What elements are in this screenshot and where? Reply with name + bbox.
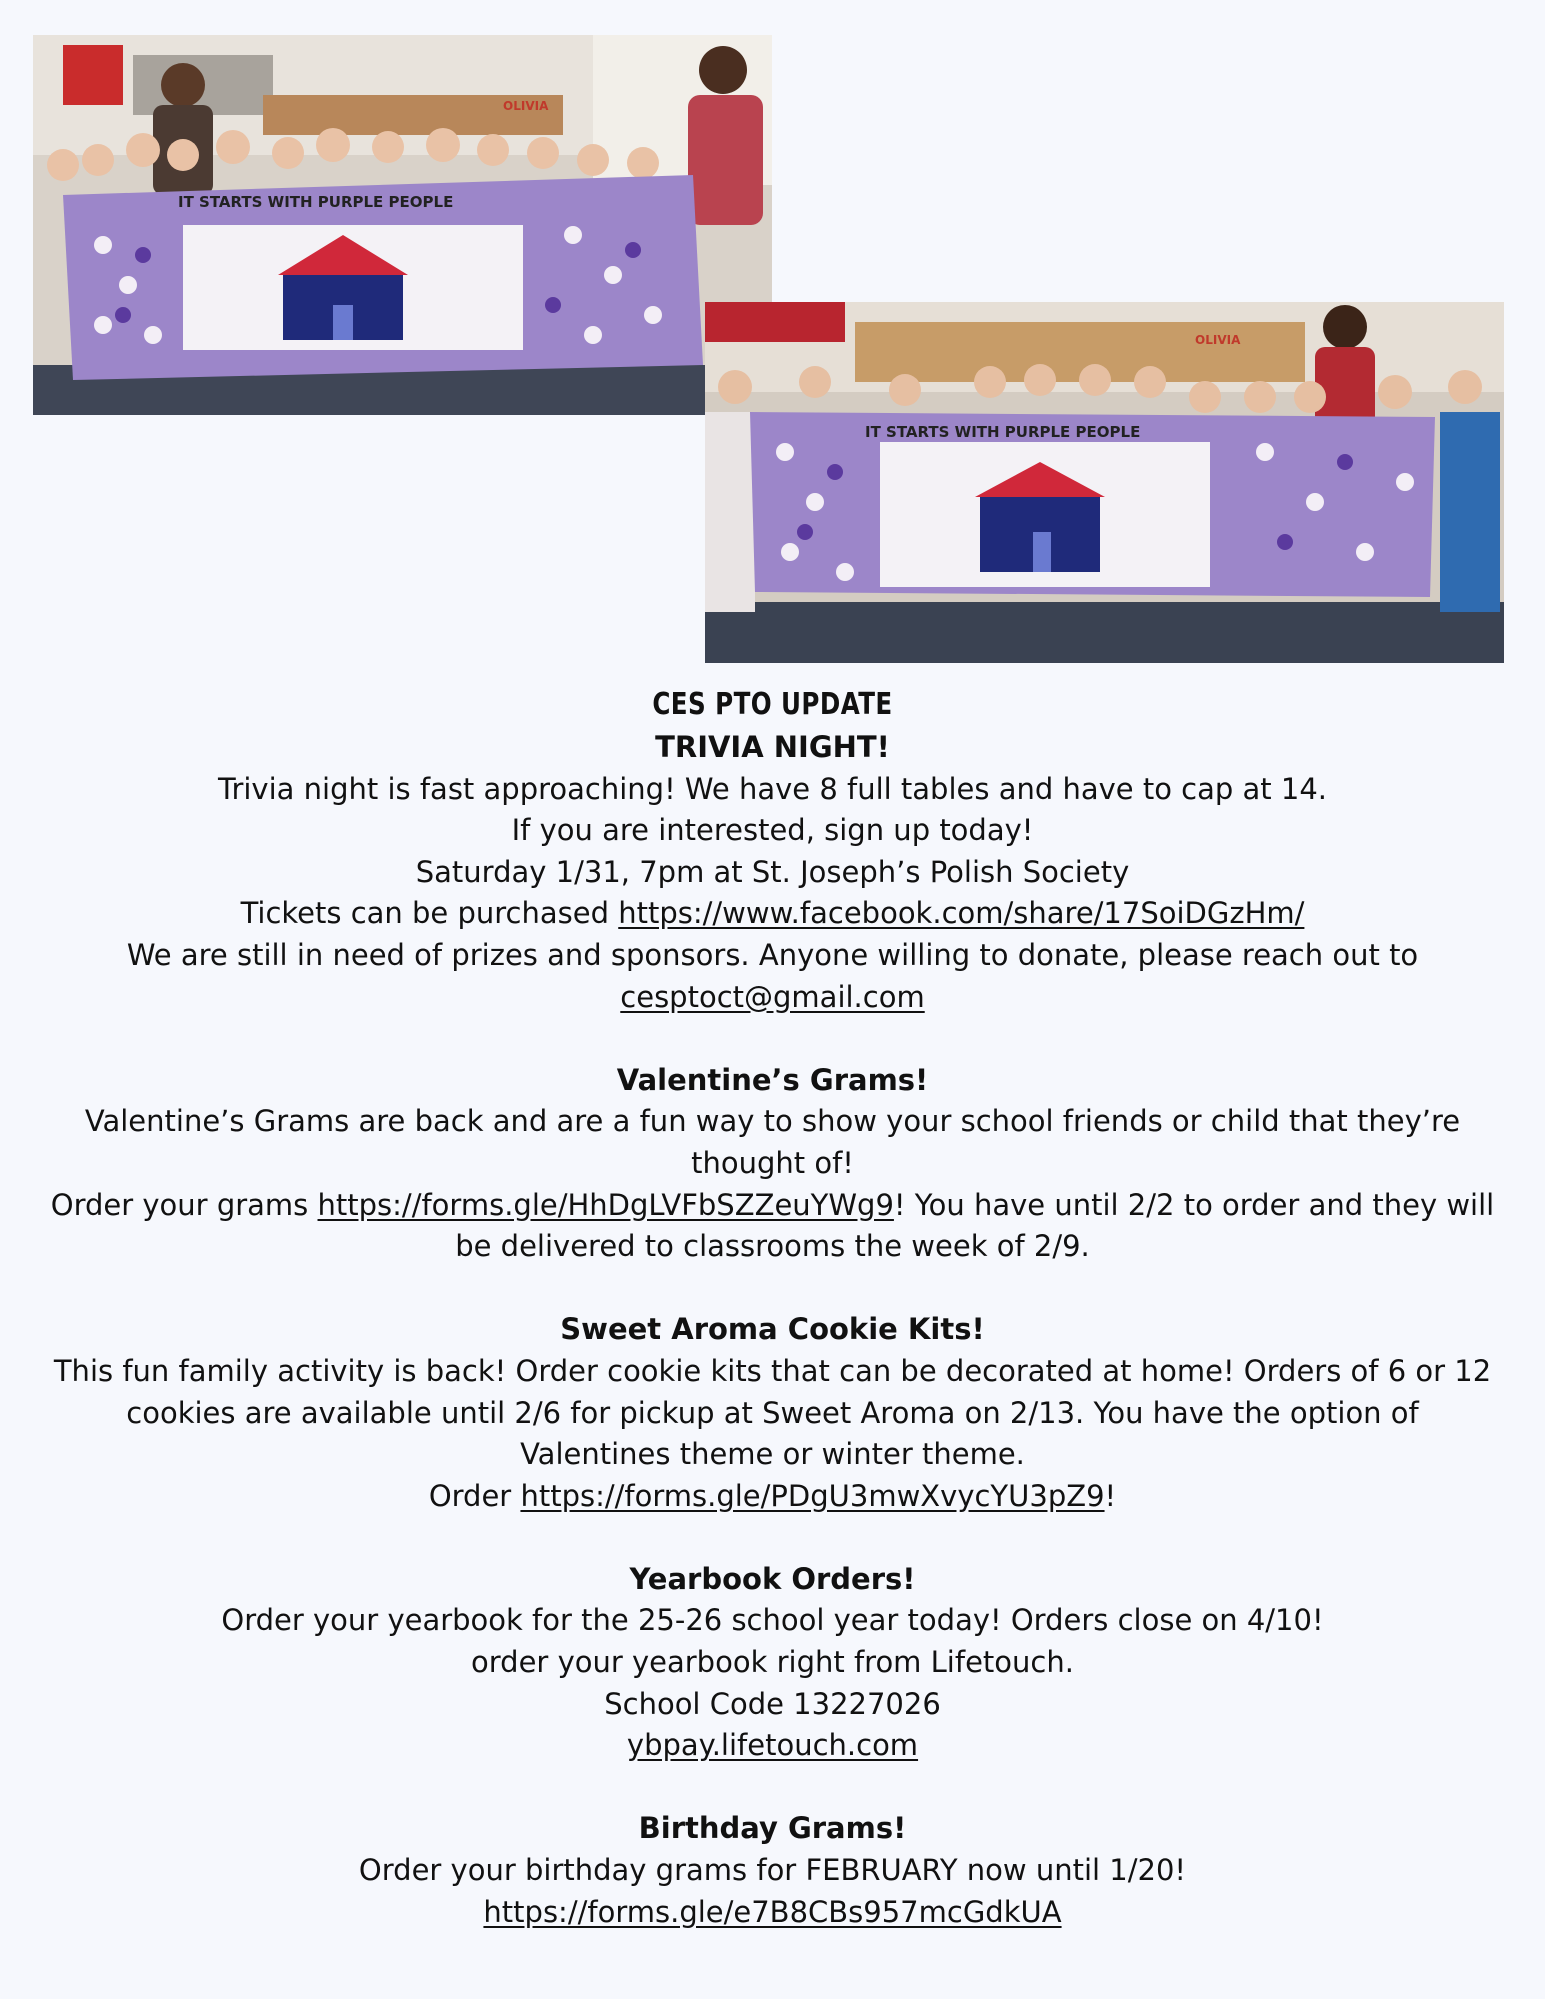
section-gap xyxy=(20,1018,1525,1060)
section-gap xyxy=(20,1268,1525,1310)
book-label-2: OLIVIA xyxy=(1195,333,1241,347)
section-gap xyxy=(20,1517,1525,1559)
yearbook-link[interactable]: ybpay.lifetouch.com xyxy=(626,1728,919,1763)
birthday-link-line xyxy=(20,1892,1525,1934)
valentine-line-4: be delivered to classrooms the week of 2/9. xyxy=(455,1229,1090,1264)
birthday-link[interactable]: https://forms.gle/e7B8CBs957mcGdkUA xyxy=(483,1894,1062,1929)
banner-text-1: IT STARTS WITH PURPLE PEOPLE xyxy=(178,193,454,211)
section-gap xyxy=(20,1767,1525,1809)
class-photo-2 xyxy=(705,302,1504,663)
yearbook-line-1: Order your yearbook for the 25-26 school year today! Orders close on 4/10! xyxy=(221,1603,1324,1638)
class-photo-1 xyxy=(33,35,772,415)
yearbook-heading: Yearbook Orders! xyxy=(629,1561,916,1596)
birthday-heading: Birthday Grams! xyxy=(638,1811,907,1846)
cookies-line-1: This fun family activity is back! Order cookie kits that can be decorated at home! Orders of 6 or 12 xyxy=(53,1353,1492,1388)
valentine-line-1a: Valentine’s Grams are back and are a fun way to show your school friends or child that they’re xyxy=(84,1104,1461,1139)
yearbook-line-3: School Code 13227026 xyxy=(604,1686,941,1721)
valentine-heading: Valentine’s Grams! xyxy=(616,1062,929,1097)
trivia-heading: TRIVIA NIGHT! xyxy=(655,730,890,764)
valentine-order-prefix: Order your grams xyxy=(50,1187,318,1222)
banner-text-2: IT STARTS WITH PURPLE PEOPLE xyxy=(865,423,1141,441)
yearbook-link-line xyxy=(20,1725,1525,1767)
class-photo-2-illustration xyxy=(705,302,1504,663)
valentine-line-1b: thought of! xyxy=(691,1145,854,1180)
tickets-link[interactable]: https://www.facebook.com/share/17SoiDGzHm/ xyxy=(618,896,1305,931)
valentine-order-link[interactable]: https://forms.gle/HhDgLVFbSZZeuYWg9 xyxy=(317,1187,894,1222)
cookies-heading: Sweet Aroma Cookie Kits! xyxy=(560,1312,985,1347)
cookies-order-suffix: ! xyxy=(1104,1478,1117,1513)
yearbook-line-2: order your yearbook right from Lifetouch. xyxy=(471,1645,1074,1680)
trivia-tickets-line xyxy=(20,893,1525,935)
book-label-1: OLIVIA xyxy=(503,99,549,113)
cookies-line-2: cookies are available until 2/6 for pickup at Sweet Aroma on 2/13. You have the option of xyxy=(126,1395,1419,1430)
class-photo-1-illustration xyxy=(33,35,772,415)
cookies-order-line xyxy=(20,1476,1525,1518)
tickets-prefix: Tickets can be purchased xyxy=(240,896,619,931)
valentine-order-suffix: ! You have until 2/2 to order and they will xyxy=(893,1187,1495,1222)
cookies-order-prefix: Order xyxy=(428,1478,521,1513)
trivia-email-line xyxy=(20,977,1525,1019)
valentine-order-line xyxy=(20,1185,1525,1227)
birthday-line-1: Order your birthday grams for FEBRUARY now until 1/20! xyxy=(358,1853,1187,1888)
cookies-order-link[interactable]: https://forms.gle/PDgU3mwXvycYU3pZ9 xyxy=(520,1478,1105,1513)
email-link[interactable]: cesptoct@gmail.com xyxy=(620,979,925,1014)
cookies-line-3: Valentines theme or winter theme. xyxy=(520,1437,1025,1472)
trivia-line-2: If you are interested, sign up today! xyxy=(511,813,1034,848)
trivia-line-5: We are still in need of prizes and sponsors. Anyone willing to donate, please reach out to xyxy=(126,937,1419,972)
page-title: CES PTO UPDATE xyxy=(652,687,893,722)
trivia-line-1: Trivia night is fast approaching! We have 8 full tables and have to cap at 14. xyxy=(218,771,1327,806)
newsletter-content xyxy=(20,683,1525,1933)
trivia-line-3: Saturday 1/31, 7pm at St. Joseph’s Polish Society xyxy=(415,854,1130,889)
